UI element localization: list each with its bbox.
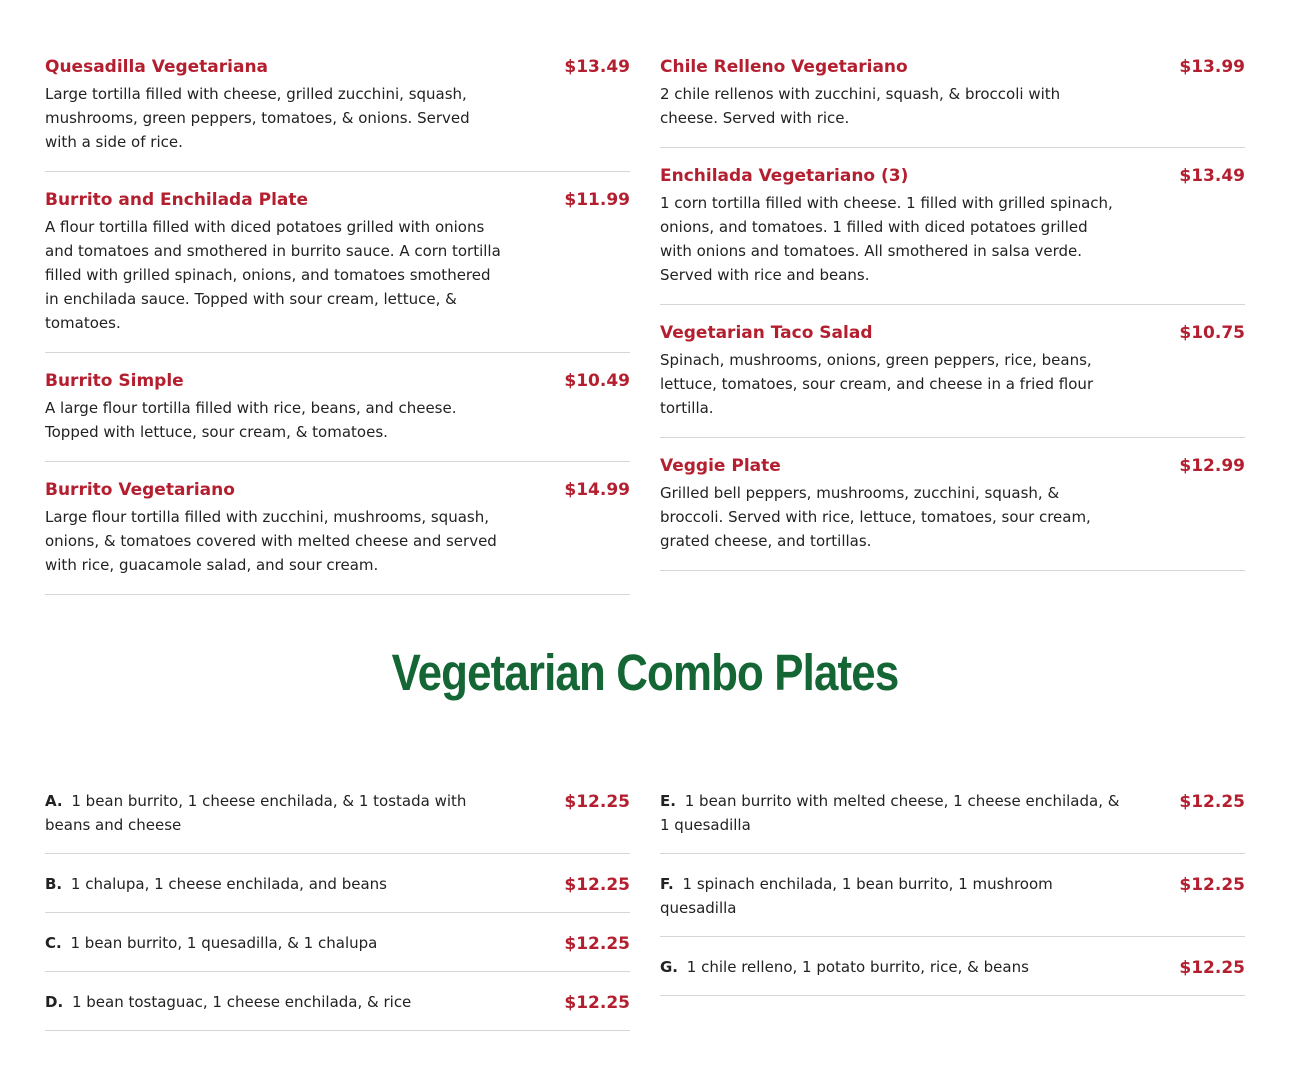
combo-item-text-wrap: [45, 990, 505, 1014]
combo-item-price: $12.25: [1179, 958, 1245, 978]
menu-item: [45, 189, 630, 353]
combo-item: [45, 789, 630, 854]
combo-item-letter: G.: [660, 958, 679, 976]
menu-item-header: [660, 56, 1245, 78]
combo-item-description: 1 bean tostaguac, 1 cheese enchilada, & rice: [71, 993, 412, 1011]
menu-item-price: $13.49: [1179, 166, 1245, 186]
menu-item-header: [660, 455, 1245, 477]
combo-item-letter: D.: [45, 993, 64, 1011]
combo-item-letter: C.: [45, 934, 62, 952]
menu-item: [660, 56, 1245, 148]
combo-item-price: $12.25: [564, 792, 630, 812]
menu-item-price: $12.99: [1179, 456, 1245, 476]
menu-item-name: Vegetarian Taco Salad: [660, 323, 873, 343]
menu-item-price: $11.99: [564, 190, 630, 210]
menu-item: [45, 370, 630, 462]
menu-item-name: Enchilada Vegetariano (3): [660, 166, 909, 186]
menu-item-description: Large tortilla filled with cheese, grilled zucchini, squash, mushrooms, green peppers, tomatoes, & onions. Served with a side of rice.: [45, 85, 470, 151]
menu-item-description: 1 corn tortilla filled with cheese. 1 filled with grilled spinach, onions, and tomatoes. 1 filled with diced potatoes grilled with onions and tomatoes. All smothered in salsa verde. Served with rice and beans.: [660, 194, 1113, 284]
menu-item-description: A large flour tortilla filled with rice, beans, and cheese. Topped with lettuce, sour cream, & tomatoes.: [45, 399, 457, 441]
menu-column-right: [660, 56, 1245, 612]
combo-item: [660, 955, 1245, 996]
combo-item-row: [660, 789, 1245, 837]
combo-item-price: $12.25: [1179, 875, 1245, 895]
combo-item-text-wrap: [660, 955, 1120, 979]
combo-item-price: $12.25: [564, 875, 630, 895]
menu-item-header: [660, 165, 1245, 187]
combo-item-description: 1 spinach enchilada, 1 bean burrito, 1 mushroom quesadilla: [660, 875, 1053, 917]
combo-item-description: 1 chalupa, 1 cheese enchilada, and beans: [70, 875, 387, 893]
combo-item-row: [660, 872, 1245, 920]
combo-item-letter: A.: [45, 792, 63, 810]
combo-item-text-wrap: [45, 872, 505, 896]
menu-item-name: Quesadilla Vegetariana: [45, 57, 269, 77]
menu-item-price: $14.99: [564, 480, 630, 500]
menu-item-header: [45, 370, 630, 392]
menu-item-header: [45, 189, 630, 211]
combo-item-description: 1 bean burrito, 1 cheese enchilada, & 1 tostada with beans and cheese: [45, 792, 467, 834]
menu-item: [660, 455, 1245, 571]
menu-item-description: A flour tortilla filled with diced potatoes grilled with onions and tomatoes and smothered in burrito sauce. A corn tortilla filled with grilled spinach, onions, and tomatoes smothered in enchilada sauce. Topped with sour cream, lettuce, & tomatoes.: [45, 218, 501, 332]
combo-item-letter: E.: [660, 792, 676, 810]
combo-item-row: [45, 931, 630, 955]
menu-item-name: Burrito Simple: [45, 371, 184, 391]
combo-column-left: [45, 789, 630, 1049]
combo-item: [660, 789, 1245, 854]
menu-item-price: $10.49: [564, 371, 630, 391]
menu-item: [660, 165, 1245, 305]
combo-item-row: [660, 955, 1245, 979]
combo-item-text-wrap: [660, 872, 1120, 920]
section-title: Vegetarian Combo Plates: [391, 644, 899, 701]
combo-item: [45, 872, 630, 913]
combo-item-description: 1 bean burrito, 1 quesadilla, & 1 chalupa: [70, 934, 378, 952]
combo-item-description: 1 bean burrito with melted cheese, 1 cheese enchilada, & 1 quesadilla: [660, 792, 1120, 834]
combo-item-row: [45, 872, 630, 896]
menu-item: [45, 479, 630, 595]
combo-column-right: [660, 789, 1245, 1049]
menu-item: [45, 56, 630, 172]
combo-item-price: $12.25: [1179, 792, 1245, 812]
vegetarian-menu-grid: [45, 56, 1245, 612]
combo-item-price: $12.25: [564, 993, 630, 1013]
menu-item-name: Chile Relleno Vegetariano: [660, 57, 908, 77]
menu-item-name: Veggie Plate: [660, 456, 781, 476]
menu-item-price: $13.49: [564, 57, 630, 77]
combo-item: [45, 931, 630, 972]
combo-item-price: $12.25: [564, 934, 630, 954]
combo-item-description: 1 chile relleno, 1 potato burrito, rice, & beans: [686, 958, 1029, 976]
combo-item-text-wrap: [45, 931, 505, 955]
menu-item-name: Burrito Vegetariano: [45, 480, 235, 500]
menu-item-price: $13.99: [1179, 57, 1245, 77]
combo-item-letter: B.: [45, 875, 63, 893]
combo-item-text-wrap: [660, 789, 1120, 837]
menu-column-left: [45, 56, 630, 612]
menu-item-description: Grilled bell peppers, mushrooms, zucchini, squash, & broccoli. Served with rice, lettuce, tomatoes, sour cream, grated cheese, and tortillas.: [660, 484, 1091, 550]
menu-item-description: Large flour tortilla filled with zucchini, mushrooms, squash, onions, & tomatoes covered with melted cheese and served with rice, guacamole salad, and sour cream.: [45, 508, 497, 574]
combo-item: [660, 872, 1245, 937]
menu-item-price: $10.75: [1179, 323, 1245, 343]
menu-item: [660, 322, 1245, 438]
menu-item-header: [660, 322, 1245, 344]
menu-item-header: [45, 56, 630, 78]
combo-item-text-wrap: [45, 789, 505, 837]
combo-plates-grid: [45, 789, 1245, 1049]
menu-item-description: Spinach, mushrooms, onions, green peppers, rice, beans, lettuce, tomatoes, sour cream, and cheese in a fried flour tortilla.: [660, 351, 1094, 417]
menu-item-header: [45, 479, 630, 501]
combo-item: [45, 990, 630, 1031]
combo-item-letter: F.: [660, 875, 674, 893]
menu-item-description: 2 chile rellenos with zucchini, squash, & broccoli with cheese. Served with rice.: [660, 85, 1061, 127]
combo-item-row: [45, 990, 630, 1014]
menu-item-name: Burrito and Enchilada Plate: [45, 190, 309, 210]
combo-item-row: [45, 789, 630, 837]
